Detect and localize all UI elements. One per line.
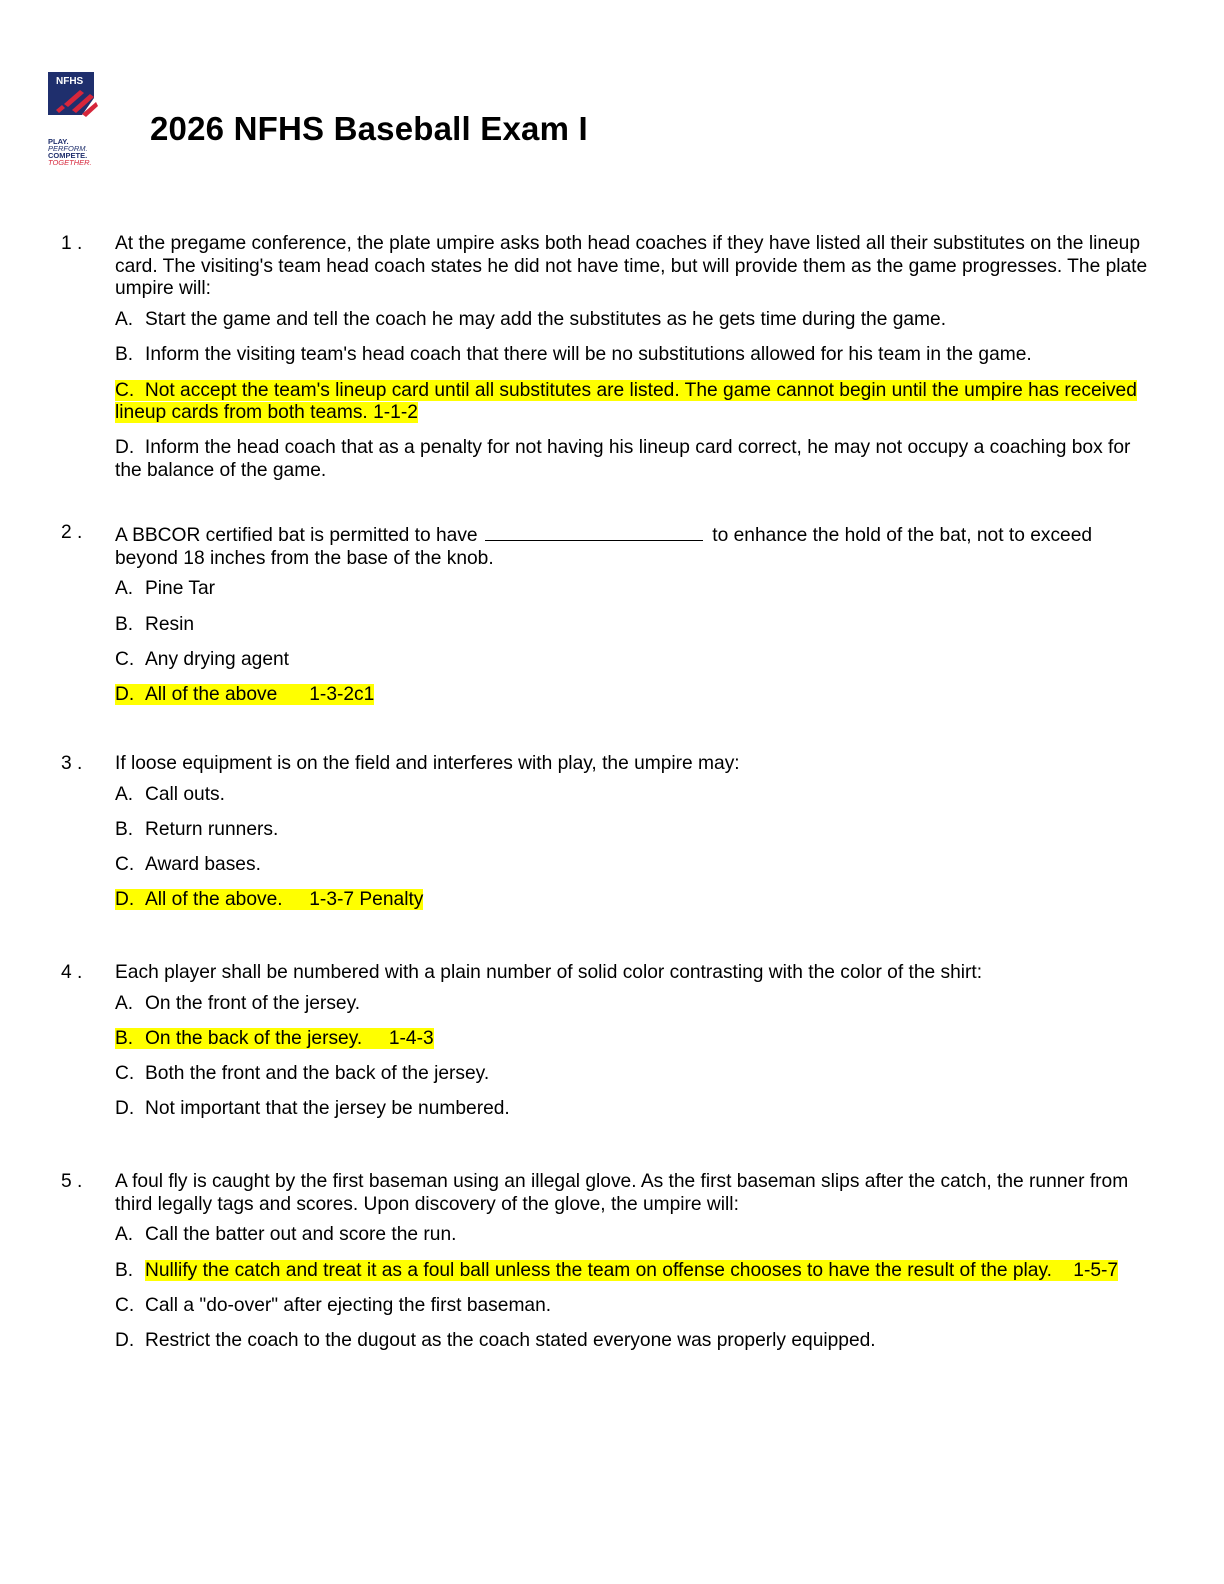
option-text: Call a "do-over" after ejecting the first baseman. [145, 1294, 552, 1316]
option-text: All of the above 1-3-2c1 [145, 684, 375, 706]
option-text: Call the batter out and score the run. [145, 1224, 457, 1246]
question-3 [0, 753, 1224, 912]
option-letter: A. [115, 783, 134, 805]
option-c [115, 1063, 1155, 1086]
question-number: 5 . [61, 1171, 83, 1192]
option-text: Not accept the team's lineup card until all substitutes are listed. The game cannot begin until the umpire has received lineup cards from both teams. 1-1-2 [115, 379, 1137, 424]
option-letter: C. [115, 379, 135, 401]
option-letter: D. [115, 437, 135, 459]
option-text: Restrict the coach to the dugout as the coach stated everyone was properly equipped. [145, 1330, 876, 1352]
option-letter: D. [115, 684, 135, 706]
option-d-correct [115, 684, 1155, 707]
page-title: 2026 NFHS Baseball Exam I [150, 110, 588, 147]
logo-tagline-4: TOGETHER. [48, 158, 92, 167]
question-text [115, 522, 1155, 570]
option-text: Call outs. [145, 783, 225, 805]
option-letter: A. [115, 1224, 134, 1246]
option-a [115, 993, 1155, 1016]
question-number: 2 . [61, 522, 83, 543]
option-text: On the front of the jersey. [145, 992, 361, 1014]
option-a [115, 1224, 1155, 1247]
option-letter: D. [115, 1098, 135, 1120]
logo-tagline-3: COMPETE. [48, 151, 88, 160]
option-a [115, 784, 1155, 807]
question-4 [0, 962, 1224, 1121]
option-text: Start the game and tell the coach he may add the substitutes as he gets time during the game. [145, 309, 947, 331]
option-letter: C. [115, 854, 135, 876]
question-text-before: A BBCOR certified bat is permitted to have [115, 525, 478, 546]
question-5 [0, 1171, 1224, 1353]
option-text: Inform the visiting team's head coach that there will be no substitutions allowed for his team in the game. [145, 344, 1032, 366]
option-text: On the back of the jersey. 1-4-3 [145, 1027, 434, 1049]
option-c-correct [115, 380, 1155, 425]
option-b [115, 614, 1155, 637]
answer-blank [485, 522, 703, 541]
logo-tagline-2: PERFORM. [48, 144, 88, 153]
question-number: 4 . [61, 962, 83, 983]
option-c [115, 649, 1155, 672]
option-c [115, 854, 1155, 877]
option-letter: C. [115, 1063, 135, 1085]
option-letter: C. [115, 1294, 135, 1316]
option-letter: B. [115, 344, 134, 366]
option-b [115, 344, 1155, 367]
question-text: At the pregame conference, the plate umpire asks both head coaches if they have listed all their substitutes on the lineup card. The visiting's team head coach states he did not have time, but will provide them as the game progresses. The plate umpire will: [115, 233, 1148, 300]
option-d [115, 437, 1155, 482]
option-b-correct [115, 1260, 1155, 1283]
question-text: If loose equipment is on the field and interferes with play, the umpire may: [115, 753, 740, 774]
option-letter: D. [115, 889, 135, 911]
option-a [115, 578, 1155, 601]
option-a [115, 309, 1155, 332]
nfhs-logo [46, 70, 118, 170]
option-letter: A. [115, 309, 134, 331]
option-letter: C. [115, 648, 135, 670]
option-text: Both the front and the back of the jersey. [145, 1063, 490, 1085]
option-text: All of the above. 1-3-7 Penalty [145, 889, 424, 911]
option-b [115, 819, 1155, 842]
option-letter: B. [115, 1259, 134, 1281]
option-text: Inform the head coach that as a penalty for not having his lineup card correct, he may not occupy a coaching box for the balance of the game. [115, 437, 1131, 482]
option-d [115, 1330, 1155, 1353]
option-letter: D. [115, 1330, 135, 1352]
question-text-after: to enhance the hold of the bat, not to exceed beyond 18 inches from the base of the knob. [115, 525, 1093, 569]
option-text: Pine Tar [145, 578, 216, 600]
option-text: Award bases. [145, 854, 261, 876]
option-letter: A. [115, 578, 134, 600]
logo-top-text: NFHS [56, 76, 84, 87]
question-2 [0, 522, 1224, 707]
option-letter: B. [115, 1027, 134, 1049]
option-text: Any drying agent [145, 648, 289, 670]
question-text: Each player shall be numbered with a plain number of solid color contrasting with the color of the shirt: [115, 962, 983, 983]
option-letter: A. [115, 992, 134, 1014]
option-letter: B. [115, 818, 134, 840]
question-1 [0, 233, 1224, 483]
option-text: Nullify the catch and treat it as a foul ball unless the team on offense chooses to have the result of the play. 1-5-7 [145, 1259, 1119, 1281]
option-b-correct [115, 1028, 1155, 1051]
question-number: 1 . [61, 233, 83, 254]
question-number: 3 . [61, 753, 83, 774]
option-text: Not important that the jersey be numbered. [145, 1098, 510, 1120]
logo-tagline-1: PLAY. [48, 137, 69, 146]
option-c [115, 1295, 1155, 1318]
question-text: A foul fly is caught by the first baseman using an illegal glove. As the first baseman slips after the catch, the runner from third legally tags and scores. Upon discovery of the glove, the umpire will: [115, 1171, 1129, 1215]
option-d-correct [115, 889, 1155, 912]
option-text: Return runners. [145, 818, 279, 840]
option-letter: B. [115, 613, 134, 635]
option-text: Resin [145, 613, 195, 635]
option-d [115, 1098, 1155, 1121]
